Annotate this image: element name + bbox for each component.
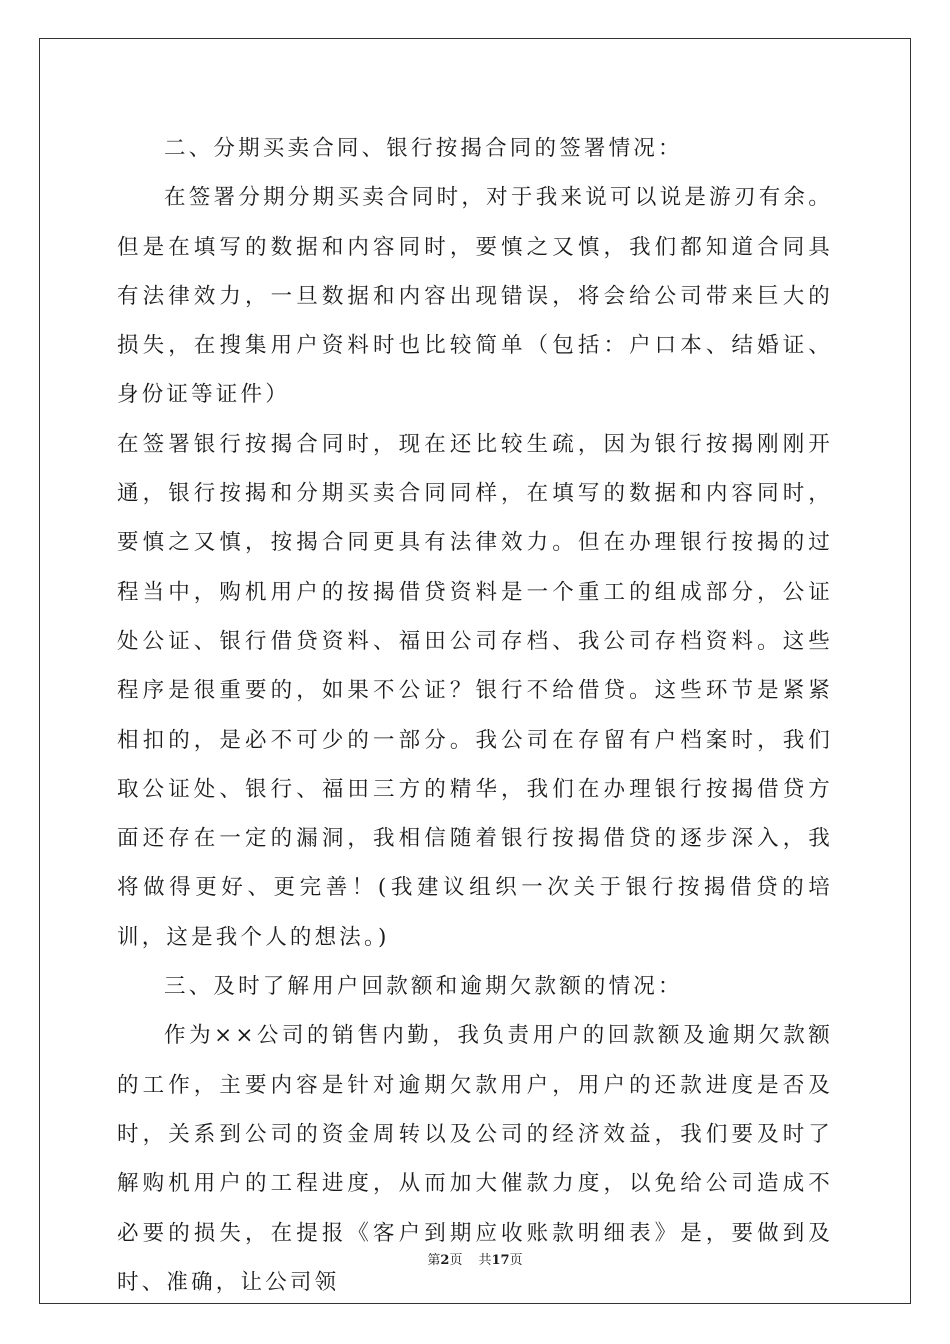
document-body bbox=[117, 124, 833, 1307]
paragraph-installment-contract: 在签署分期分期买卖合同时，对于我来说可以说是游刃有余。但是在填写的数据和内容同时，要慎之又慎，我们都知道合同具有法律效力，一旦数据和内容出现错误，将会给公司带来巨大的损失，在搜集用户资料时也比较简单（包括：户口本、结婚证、身份证等证件） bbox=[117, 185, 833, 408]
page-prefix: 第 bbox=[427, 1253, 441, 1268]
total-page-count: 17 bbox=[491, 1253, 510, 1268]
paragraph-bank-mortgage-contract: 在签署银行按揭合同时，现在还比较生疏，因为银行按揭刚刚开通，银行按揭和分期买卖合同同样，在填写的数据和内容同时，要慎之又慎，按揭合同更具有法律效力。但在办理银行按揭的过程当中，购机用户的按揭借贷资料是一个重工的组成部分，公证处公证、银行借贷资料、福田公司存档、我公司存档资料。这些程序是很重要的，如果不公证？银行不给借贷。这些环节是紧紧相扣的，是必不可少的一部分。我公司在存留有户档案时，我们取公证处、银行、福田三方的精华，我们在办理银行按揭借贷方面还存在一定的漏洞，我相信随着银行按揭借贷的逐步深入，我将做得更好、更完善！(我建议组织一次关于银行按揭借贷的培训，这是我个人的想法。) bbox=[117, 431, 833, 950]
page-suffix: 页 bbox=[449, 1253, 463, 1268]
current-page-number: 2 bbox=[440, 1253, 450, 1268]
page-footer bbox=[0, 1249, 950, 1268]
section-heading-payment-tracking: 三、及时了解用户回款额和逾期欠款额的情况： bbox=[164, 974, 683, 1000]
section-heading-contract-signing: 二、分期买卖合同、银行按揭合同的签署情况： bbox=[164, 136, 683, 161]
total-suffix: 页 bbox=[509, 1253, 523, 1268]
total-prefix: 共 bbox=[478, 1253, 492, 1268]
paragraph-sales-clerk-duties: 作为××公司的销售内勤，我负责用户的回款额及逾期欠款额的工作，主要内容是针对逾期欠款用户，用户的还款进度是否及时，关系到公司的资金周转以及公司的经济效益，我们要及时了解购机用户的工程进度，从而加大催款力度，以免给公司造成不必要的损失，在提报《客户到期应收账款明细表》是，要做到及时、准确，让公司领 bbox=[117, 1023, 833, 1295]
